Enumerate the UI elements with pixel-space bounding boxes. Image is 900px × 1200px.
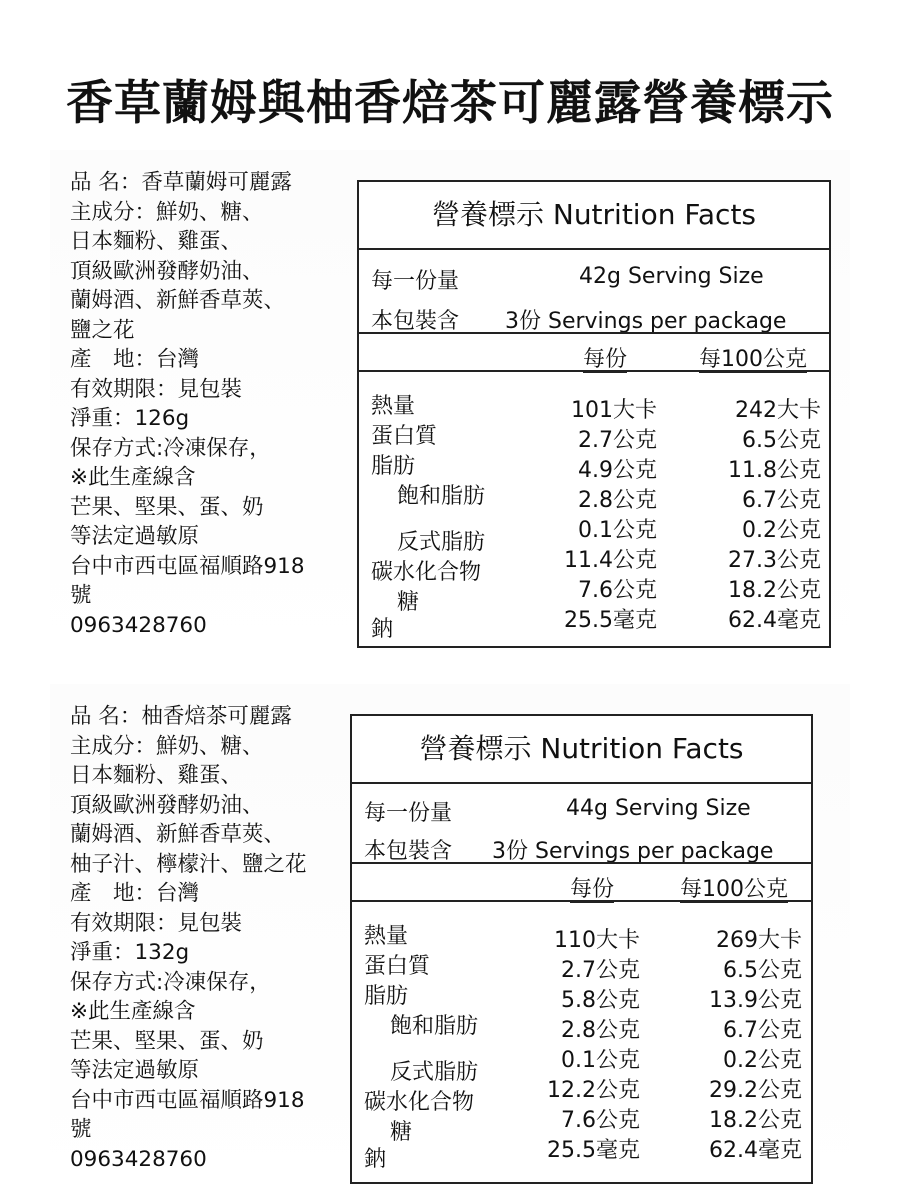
ingredients-line: 頂級歐洲發酵奶油、 [70, 792, 264, 818]
expiry-line: 有效期限：見包裝 [70, 910, 243, 936]
product-panel-yuzu-hojicha [0, 684, 900, 1200]
serving-size-value: 44g Serving Size [566, 796, 751, 821]
value-sugar: 7.6公克 [561, 1108, 640, 1133]
nutrient-carbohydrate: 碳水化合物 [371, 560, 482, 585]
nutrition-facts-table [357, 180, 831, 648]
expiry-line: 有效期限：見包裝 [70, 376, 243, 402]
ingredients-line: 鹽之花 [70, 317, 135, 343]
nutrient-sodium: 鈉 [364, 1147, 387, 1172]
per-serving-values [522, 926, 640, 1166]
value-carbohydrate: 29.2公克 [709, 1078, 802, 1103]
nutrient-spacer [371, 512, 485, 528]
per-100g-values [679, 396, 821, 636]
ingredients-line: 日本麵粉、雞蛋、 [70, 763, 243, 788]
origin-line: 產 地：台灣 [70, 347, 200, 372]
ingredients-line: 日本麵粉、雞蛋、 [70, 229, 243, 254]
serving-size-label: 每一份量 [371, 269, 460, 294]
serving-size-value: 42g Serving Size [579, 264, 764, 289]
nutrient-trans-fat: 反式脂肪 [397, 530, 486, 555]
nutrient-sugar: 糖 [397, 590, 420, 615]
ingredients-line: 蘭姆酒、新鮮香草莢、 [70, 288, 286, 313]
product-name-line: 品 名：香草蘭姆可麗露 [70, 170, 292, 195]
servings-per-package-value: 3份 Servings per package [492, 839, 774, 864]
value-carbohydrate: 11.4公克 [564, 548, 657, 573]
phone-line: 0963428760 [70, 1146, 207, 1172]
value-carbohydrate: 27.3公克 [728, 548, 821, 573]
value-sodium: 25.5毫克 [547, 1138, 640, 1163]
value-saturated-fat: 6.7公克 [723, 1018, 802, 1043]
nutrition-divider [359, 332, 829, 334]
nutrition-divider [352, 862, 811, 864]
address-line: 台中市西屯區福順路918 [70, 1087, 305, 1113]
nutrient-trans-fat: 反式脂肪 [390, 1060, 479, 1085]
ingredients-line: 主成分：鮮奶、糖、 [70, 199, 264, 225]
serving-size-label: 每一份量 [364, 801, 453, 826]
address-line: 號 [70, 1117, 92, 1142]
nutrient-protein: 蛋白質 [364, 954, 431, 979]
nutrient-sodium: 鈉 [371, 617, 394, 642]
value-trans-fat: 0.2公克 [723, 1048, 802, 1073]
nutrient-energy: 熱量 [371, 394, 416, 419]
nutrient-saturated-fat: 飽和脂肪 [390, 1014, 479, 1039]
nutrient-sugar: 糖 [390, 1120, 413, 1145]
nutrient-saturated-fat: 飽和脂肪 [397, 484, 486, 509]
storage-line: 保存方式:冷凍保存， [70, 969, 271, 995]
per-serving-heading: 每份 [570, 877, 615, 902]
per-100g-values [660, 926, 802, 1166]
value-trans-fat: 0.1公克 [578, 518, 657, 543]
address-line: 號 [70, 583, 92, 608]
value-fat: 4.9公克 [578, 458, 657, 483]
allergen-line: 芒果、堅果、蛋、奶 [70, 494, 264, 520]
product-info [70, 168, 305, 640]
value-sodium: 62.4毫克 [709, 1138, 802, 1163]
allergen-line: ※此生產線含 [70, 465, 196, 490]
value-carbohydrate: 12.2公克 [547, 1078, 640, 1103]
value-protein: 6.5公克 [723, 958, 802, 983]
servings-per-package-value: 3份 Servings per package [505, 309, 787, 334]
value-fat: 5.8公克 [561, 988, 640, 1013]
nutrient-spacer [364, 1042, 478, 1058]
value-saturated-fat: 2.8公克 [578, 488, 657, 513]
nutrient-names [371, 392, 485, 642]
allergen-line: ※此生產線含 [70, 999, 196, 1024]
nutrition-facts-table [350, 714, 813, 1184]
value-protein: 2.7公克 [578, 428, 657, 453]
value-trans-fat: 0.2公克 [742, 518, 821, 543]
nutrient-fat: 脂肪 [371, 454, 416, 479]
per-100g-heading: 每100公克 [699, 347, 807, 372]
net-weight-line: 淨重：132g [70, 940, 190, 965]
servings-per-package-label: 本包裝含 [371, 309, 460, 334]
value-energy: 101大卡 [571, 398, 657, 423]
allergen-line: 等法定過敏原 [70, 1058, 200, 1083]
nutrient-names [364, 922, 478, 1172]
ingredients-line: 主成分：鮮奶、糖、 [70, 733, 264, 759]
page-title: 香草蘭姆與柚香焙茶可麗露營養標示 [66, 76, 834, 131]
value-saturated-fat: 2.8公克 [561, 1018, 640, 1043]
nutrient-protein: 蛋白質 [371, 424, 438, 449]
value-protein: 6.5公克 [742, 428, 821, 453]
value-energy: 269大卡 [716, 928, 802, 953]
value-fat: 13.9公克 [709, 988, 802, 1013]
product-info [70, 702, 307, 1174]
per-serving-heading: 每份 [583, 347, 628, 372]
value-sodium: 62.4毫克 [728, 608, 821, 633]
nutrient-carbohydrate: 碳水化合物 [364, 1090, 475, 1115]
per-serving-values [539, 396, 657, 636]
per-100g-heading: 每100公克 [680, 877, 788, 902]
value-sodium: 25.5毫克 [564, 608, 657, 633]
net-weight-line: 淨重：126g [70, 406, 190, 431]
phone-line: 0963428760 [70, 612, 207, 638]
nutrient-fat: 脂肪 [364, 984, 409, 1009]
ingredients-line: 頂級歐洲發酵奶油、 [70, 258, 264, 284]
value-sugar: 18.2公克 [728, 578, 821, 603]
nutrition-header: 營養標示 Nutrition Facts [359, 182, 829, 250]
product-panel-vanilla-rum [0, 150, 900, 670]
value-energy: 110大卡 [554, 928, 640, 953]
allergen-line: 等法定過敏原 [70, 524, 200, 549]
value-saturated-fat: 6.7公克 [742, 488, 821, 513]
storage-line: 保存方式:冷凍保存， [70, 435, 271, 461]
value-trans-fat: 0.1公克 [561, 1048, 640, 1073]
ingredients-line: 柚子汁、檸檬汁、鹽之花 [70, 851, 307, 877]
nutrition-divider [359, 370, 829, 372]
value-sugar: 18.2公克 [709, 1108, 802, 1133]
value-energy: 242大卡 [735, 398, 821, 423]
product-name-line: 品 名：柚香焙茶可麗露 [70, 704, 292, 729]
servings-per-package-label: 本包裝含 [364, 839, 453, 864]
origin-line: 產 地：台灣 [70, 881, 200, 906]
value-fat: 11.8公克 [728, 458, 821, 483]
allergen-line: 芒果、堅果、蛋、奶 [70, 1028, 264, 1054]
address-line: 台中市西屯區福順路918 [70, 553, 305, 579]
nutrition-divider [352, 900, 811, 902]
ingredients-line: 蘭姆酒、新鮮香草莢、 [70, 822, 286, 847]
nutrition-header: 營養標示 Nutrition Facts [352, 716, 811, 784]
nutrient-energy: 熱量 [364, 924, 409, 949]
value-sugar: 7.6公克 [578, 578, 657, 603]
value-protein: 2.7公克 [561, 958, 640, 983]
